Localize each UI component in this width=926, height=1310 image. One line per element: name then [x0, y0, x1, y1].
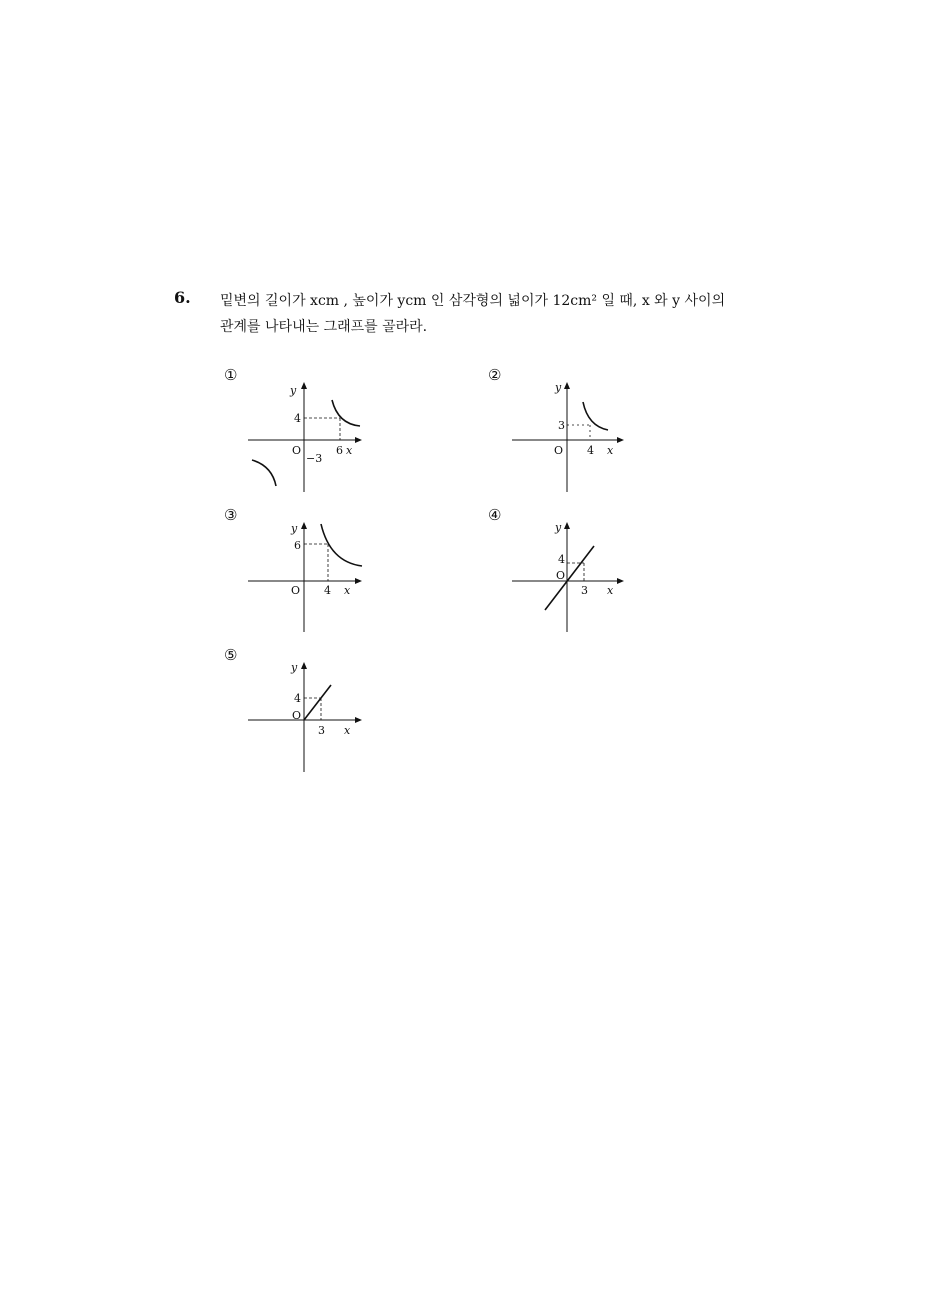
question-number: 6. [174, 288, 191, 307]
choice-3-label[interactable]: ③ [224, 506, 238, 524]
y-tick-label: 6 [294, 539, 301, 552]
choice-2-label[interactable]: ② [488, 366, 502, 384]
line-graph [304, 685, 331, 720]
y-axis-label: y [555, 521, 562, 534]
question-text-line-1: 밑변의 길이가 xcm , 높이가 ycm 인 삼각형의 넓이가 12cm² 일 때, x 와 y 사이의 [220, 293, 726, 309]
x-axis-arrow [617, 578, 624, 584]
x-axis-label: x [344, 724, 351, 737]
line-graph [545, 546, 594, 610]
curve-branch-1 [332, 400, 360, 426]
x-axis-arrow [355, 578, 362, 584]
y-axis-label: y [555, 381, 562, 394]
choice-5-graph[interactable] [244, 658, 368, 776]
y-tick-label: 4 [558, 553, 565, 566]
choice-5-label[interactable]: ⑤ [224, 646, 238, 664]
y-axis-label: y [291, 661, 298, 674]
choice-3-graph[interactable] [244, 518, 368, 634]
x-axis-label: x [344, 584, 351, 597]
x-tick-label: 4 [324, 584, 331, 597]
origin-label: O [292, 444, 302, 457]
origin-label: O [554, 444, 564, 457]
choice-1-graph[interactable] [244, 378, 368, 496]
x-axis-arrow [355, 717, 362, 723]
x-axis-arrow [355, 437, 362, 443]
curve [321, 524, 362, 566]
y-tick-label: 3 [558, 419, 565, 432]
y-axis-label: y [290, 384, 297, 397]
x-axis-arrow [617, 437, 624, 443]
origin-label: O [556, 569, 566, 582]
y-tick-label: 4 [294, 412, 301, 425]
y-axis-arrow [564, 382, 570, 389]
x-axis-label: x [607, 444, 614, 457]
x-axis-label: x [607, 584, 614, 597]
x-tick-label: 6 [336, 444, 343, 457]
x-tick-label: 3 [318, 724, 325, 737]
y-axis-arrow [301, 662, 307, 669]
curve [583, 402, 608, 430]
y-axis-arrow [301, 522, 307, 529]
origin-label: O [291, 584, 301, 597]
x-axis-label: x [346, 444, 353, 457]
x-neg-tick-label: −3 [306, 452, 323, 465]
choice-4-label[interactable]: ④ [488, 506, 502, 524]
curve-branch-2 [252, 460, 276, 486]
y-axis-arrow [564, 522, 570, 529]
y-axis-label: y [291, 522, 298, 535]
choice-4-graph[interactable] [508, 518, 632, 634]
y-tick-label: 4 [294, 692, 301, 705]
choice-1-label[interactable]: ① [224, 366, 238, 384]
y-axis-arrow [301, 382, 307, 389]
origin-label: O [292, 709, 302, 722]
x-tick-label: 3 [581, 584, 588, 597]
choice-2-graph[interactable] [508, 378, 632, 494]
question-text [220, 288, 780, 340]
x-tick-label: 4 [587, 444, 594, 457]
question-text-line-2: 관계를 나타내는 그래프를 골라라. [220, 319, 428, 335]
